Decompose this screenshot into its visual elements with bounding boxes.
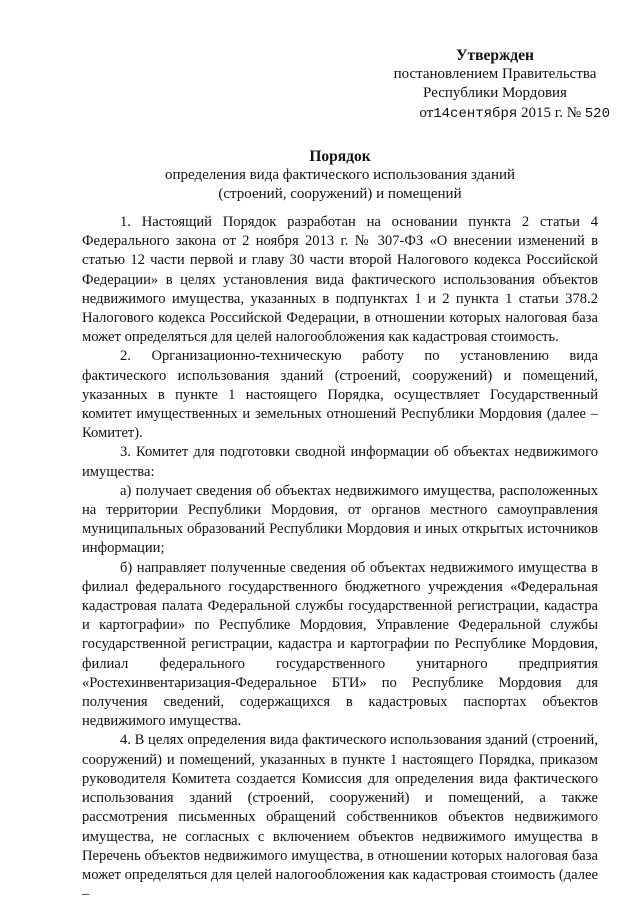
paragraph-3b: б) направляет полученные сведения об объектах недвижимого имущества в филиал федерального государственного бюджетного учреждения «Федеральная кадастровая палата Федеральной службы государственной регистрации, кадастра и картографии» по Республике Мордовия, Управление Федеральной службы государственной регистрации, кадастра и картографии по Республике Мордовия, филиал федерального государственного унитарного предприятия «Ростехинвентаризация-Федеральное БТИ» по Республике Мордовия для получения сведений, содержащихся в кадастровых паспортах объектов недвижимого имущества.	[82, 559, 598, 730]
approval-stamp	[380, 46, 610, 124]
approval-title: Утвержден	[456, 47, 534, 64]
number-sign: №	[566, 105, 582, 121]
paragraph-3a: а) получает сведения об объектах недвижимого имущества, расположенных на территории Республики Мордовия, от органов местного самоуправления муниципальных образований Республики Мордовия и иных открытых источников информации;	[82, 482, 598, 557]
approval-line-2: Республики Мордовия	[423, 85, 567, 101]
paragraph-4: 4. В целях определения вида фактического использования зданий (строений, сооружений) и помещений, указанных в пункте 1 настоящего Порядка, приказом руководителя Комитета создается Комиссия для определения вида фактического использования зданий (строений, сооружений) и помещений, а также рассмотрения письменных обращений собственников объектов недвижимого имущества, не согласных с включением объектов недвижимого имущества в Перечень объектов недвижимого имущества, в отношении которых налоговая база может определяться для целей налогообложения как кадастровая стоимость (далее –	[82, 732, 598, 903]
date-handwritten: 14сентября	[433, 106, 518, 122]
date-suffix: 2015 г.	[521, 105, 563, 121]
date-prefix: от	[419, 105, 434, 121]
document-heading	[80, 147, 600, 204]
approval-line-1: постановлением Правительства	[393, 66, 597, 82]
heading-line-2: (строений, сооружений) и помещений	[218, 186, 462, 202]
paragraph-1: 1. Настоящий Порядок разработан на основании пункта 2 статьи 4 Федерального закона от 2 ноября 2013 г. № 307-ФЗ «О внесении изменений в статью 12 части первой и главу 30 части второй Налогового кодекса Российской Федерации» в целях установления вида фактического использования объектов недвижимого имущества, указанных в подпунктах 1 и 2 пункта 1 статьи 378.2 Налогового кодекса Российской Федерации, в отношении которых налоговая база может определяться для целей налогообложения как кадастровая стоимость.	[82, 214, 598, 346]
heading-line-1: определения вида фактического использования зданий	[164, 167, 516, 183]
approval-date-line	[380, 104, 610, 124]
paragraph-3: 3. Комитет для подготовки сводной информации об объектах недвижимого имущества:	[82, 444, 598, 480]
document-body	[82, 213, 598, 904]
paragraph-2: 2. Организационно-техническую работу по установлению вида фактического использования зданий (строений, сооружений) и помещений, указанных в пункте 1 настоящего Порядка, осуществляет Государственный комитет имущественных и земельных отношений Республики Мордовия (далее – Комитет).	[82, 348, 598, 442]
number-handwritten: 520	[584, 106, 610, 122]
document-title: Порядок	[309, 148, 371, 165]
